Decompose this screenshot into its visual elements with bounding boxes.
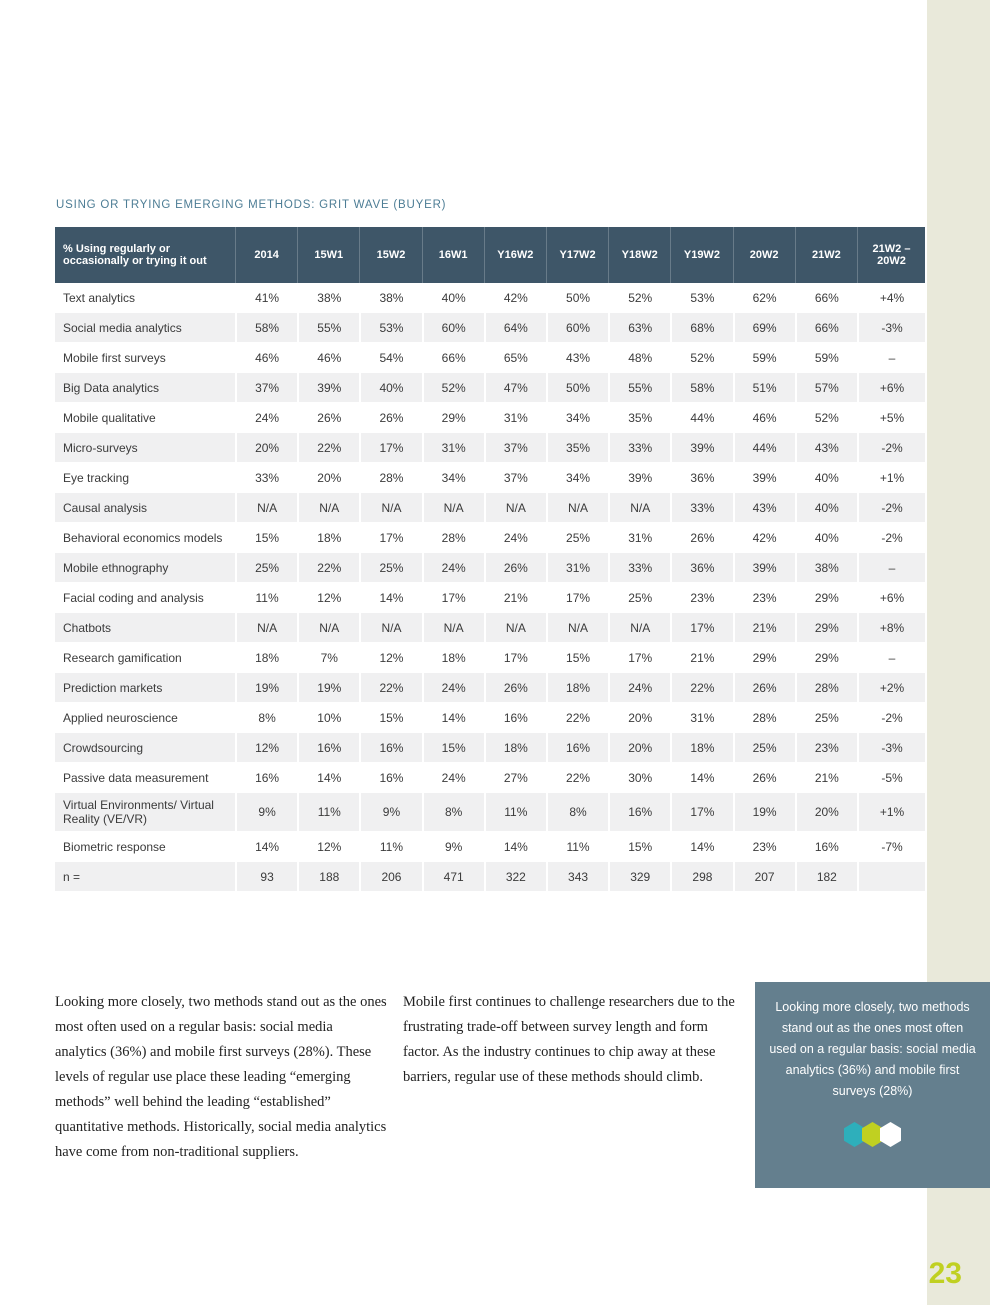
table-cell: 44% (733, 433, 795, 463)
table-cell: 25% (546, 523, 608, 553)
table-row-label: Biometric response (55, 832, 235, 862)
table-cell: 20% (235, 433, 297, 463)
table-cell: 21% (733, 613, 795, 643)
table-cell: 43% (795, 433, 857, 463)
table-cell: 28% (359, 463, 421, 493)
table-header-cell: 21W2 (795, 227, 857, 283)
table-row-label: Mobile first surveys (55, 343, 235, 373)
table-cell: 31% (422, 433, 484, 463)
table-cell: 58% (235, 313, 297, 343)
table-cell: 40% (795, 463, 857, 493)
table-cell: +5% (857, 403, 925, 433)
table-row (55, 703, 925, 733)
table-row-label: Mobile qualitative (55, 403, 235, 433)
table-row (55, 313, 925, 343)
table-header-cell: Y19W2 (670, 227, 732, 283)
table-cell: 34% (422, 463, 484, 493)
callout-text: Looking more closely, two methods stand out as the ones most often used on a regular basis: social media analytics (36%) and mobile first surveys (28%) (769, 1000, 976, 1098)
table-cell: 66% (795, 313, 857, 343)
hexagon-teal-icon (844, 1122, 865, 1147)
callout-box (755, 982, 990, 1188)
table-cell: 28% (795, 673, 857, 703)
table-cell: 38% (795, 553, 857, 583)
table-cell: 18% (546, 673, 608, 703)
table-cell: 22% (297, 553, 359, 583)
table-row-label: Behavioral economics models (55, 523, 235, 553)
table-cell: 28% (422, 523, 484, 553)
table-cell: 18% (422, 643, 484, 673)
table-cell: 11% (484, 793, 546, 832)
table-cell: – (857, 343, 925, 373)
table-cell: 12% (235, 733, 297, 763)
table-cell: 50% (546, 373, 608, 403)
table-header-cell: 20W2 (733, 227, 795, 283)
table-cell: 44% (670, 403, 732, 433)
table-cell: N/A (608, 493, 670, 523)
table-cell: N/A (484, 613, 546, 643)
table-cell: 43% (546, 343, 608, 373)
table-cell: 30% (608, 763, 670, 793)
table-cell: 33% (235, 463, 297, 493)
table-cell: 29% (795, 613, 857, 643)
table-cell: N/A (546, 493, 608, 523)
table-cell: 17% (484, 643, 546, 673)
table-cell: 38% (359, 283, 421, 313)
table-cell: 17% (359, 433, 421, 463)
table-cell: N/A (608, 613, 670, 643)
table-cell: 182 (795, 862, 857, 892)
table-cell: N/A (359, 613, 421, 643)
table-cell: 39% (297, 373, 359, 403)
table-cell: 23% (733, 583, 795, 613)
table-cell: 23% (733, 832, 795, 862)
table-cell: 52% (422, 373, 484, 403)
table-head (55, 227, 925, 283)
table-row (55, 763, 925, 793)
table-cell: 16% (359, 733, 421, 763)
table-cell: 59% (795, 343, 857, 373)
table-cell: 54% (359, 343, 421, 373)
table-cell: 188 (297, 862, 359, 892)
table-header-cell: Y17W2 (546, 227, 608, 283)
table-cell: 55% (297, 313, 359, 343)
table-cell: 50% (546, 283, 608, 313)
table-cell: 20% (297, 463, 359, 493)
table-cell: -2% (857, 433, 925, 463)
table-cell: 28% (733, 703, 795, 733)
table-cell: +6% (857, 373, 925, 403)
table-cell: 18% (297, 523, 359, 553)
table-cell: 16% (795, 832, 857, 862)
table-cell: 14% (297, 763, 359, 793)
table-cell: 33% (670, 493, 732, 523)
hexagon-logo (769, 1122, 976, 1147)
table-cell: 40% (422, 283, 484, 313)
table-cell: 53% (670, 283, 732, 313)
table-cell: 11% (297, 793, 359, 832)
table-cell: 329 (608, 862, 670, 892)
table-cell: 19% (733, 793, 795, 832)
table-cell: 57% (795, 373, 857, 403)
section-heading: USING OR TRYING EMERGING METHODS: GRIT WAVE (BUYER) (56, 199, 447, 211)
table-cell: 16% (546, 733, 608, 763)
table-cell: 322 (484, 862, 546, 892)
table-cell: 27% (484, 763, 546, 793)
table-cell: 15% (359, 703, 421, 733)
table-cell: 26% (359, 403, 421, 433)
table-cell: 36% (670, 463, 732, 493)
table-row (55, 523, 925, 553)
table-cell: 22% (359, 673, 421, 703)
table-row-label: n = (55, 862, 235, 892)
table-row (55, 343, 925, 373)
table-cell: 17% (670, 613, 732, 643)
table-cell: -3% (857, 313, 925, 343)
table-row-label: Micro-surveys (55, 433, 235, 463)
table-header-cell: 15W2 (359, 227, 421, 283)
table-cell: 26% (484, 553, 546, 583)
table-cell: 31% (608, 523, 670, 553)
table-row (55, 403, 925, 433)
table-cell: 66% (795, 283, 857, 313)
table-cell: 11% (359, 832, 421, 862)
table-cell: 24% (235, 403, 297, 433)
table-cell: 37% (235, 373, 297, 403)
table-cell: 23% (670, 583, 732, 613)
table-cell: 29% (795, 643, 857, 673)
table-row-label: Facial coding and analysis (55, 583, 235, 613)
table-cell: +4% (857, 283, 925, 313)
table-row-label: Virtual Environments/ Virtual Reality (VE/VR) (55, 793, 235, 832)
table-cell: 24% (484, 523, 546, 553)
table-cell: 46% (235, 343, 297, 373)
table-cell: -5% (857, 763, 925, 793)
table-cell: 12% (297, 583, 359, 613)
table-cell: 26% (484, 673, 546, 703)
table-cell: 17% (546, 583, 608, 613)
table-cell: 17% (422, 583, 484, 613)
table-body (55, 283, 925, 892)
table-row (55, 862, 925, 892)
table-cell: 16% (484, 703, 546, 733)
table-cell: 15% (608, 832, 670, 862)
table-cell: 34% (546, 463, 608, 493)
table-cell: -2% (857, 523, 925, 553)
table-cell: +1% (857, 463, 925, 493)
table-cell: 52% (608, 283, 670, 313)
table-row-label: Chatbots (55, 613, 235, 643)
table-cell: -2% (857, 493, 925, 523)
table-cell: 17% (359, 523, 421, 553)
table-cell: 7% (297, 643, 359, 673)
table-cell: N/A (297, 493, 359, 523)
table-cell: 31% (484, 403, 546, 433)
table-cell: 16% (235, 763, 297, 793)
table-cell: N/A (235, 493, 297, 523)
table-cell: 41% (235, 283, 297, 313)
table-cell: +1% (857, 793, 925, 832)
table-cell: 207 (733, 862, 795, 892)
table-cell: 31% (670, 703, 732, 733)
table-cell: 18% (484, 733, 546, 763)
hexagon-white-icon (880, 1122, 901, 1147)
table-header-label: % Using regularly or occasionally or trying it out (55, 227, 235, 283)
table-cell: 26% (733, 673, 795, 703)
table-row-label: Text analytics (55, 283, 235, 313)
table-cell: 36% (670, 553, 732, 583)
table-cell: 14% (235, 832, 297, 862)
table-cell: 22% (670, 673, 732, 703)
table-cell: 51% (733, 373, 795, 403)
table-cell: 343 (546, 862, 608, 892)
table-cell: 68% (670, 313, 732, 343)
table-cell: 18% (670, 733, 732, 763)
table-cell: +8% (857, 613, 925, 643)
table-cell: 26% (733, 763, 795, 793)
table-cell: 93 (235, 862, 297, 892)
table-cell: N/A (484, 493, 546, 523)
table-cell: 38% (297, 283, 359, 313)
table-row (55, 373, 925, 403)
table-cell: 17% (608, 643, 670, 673)
table-cell: 65% (484, 343, 546, 373)
table-row (55, 673, 925, 703)
table-row (55, 433, 925, 463)
table-row (55, 493, 925, 523)
table-cell: 25% (235, 553, 297, 583)
table-cell: 24% (608, 673, 670, 703)
table-cell: 42% (484, 283, 546, 313)
table-cell: 22% (297, 433, 359, 463)
table-cell: 39% (608, 463, 670, 493)
table-row (55, 463, 925, 493)
table-row (55, 283, 925, 313)
table-header-cell: 16W1 (422, 227, 484, 283)
table-cell: 10% (297, 703, 359, 733)
table-cell: 19% (235, 673, 297, 703)
table-row-label: Crowdsourcing (55, 733, 235, 763)
table-cell: +2% (857, 673, 925, 703)
hexagon-lime-icon (862, 1122, 883, 1147)
table-cell: 22% (546, 763, 608, 793)
table-cell: 14% (484, 832, 546, 862)
table-cell: 35% (546, 433, 608, 463)
table-cell: 15% (546, 643, 608, 673)
body-paragraph-middle: Mobile first continues to challenge researchers due to the frustrating trade-off between survey length and form factor. As the industry continues to chip away at these barriers, regular use of these methods should climb. (403, 994, 735, 1085)
table-row (55, 583, 925, 613)
table-cell: 52% (795, 403, 857, 433)
emerging-methods-table (55, 227, 925, 892)
table-header-cell: 15W1 (297, 227, 359, 283)
table-cell: 8% (235, 703, 297, 733)
table-row-label: Causal analysis (55, 493, 235, 523)
table-cell: 42% (733, 523, 795, 553)
table-row-label: Big Data analytics (55, 373, 235, 403)
table-cell: 14% (422, 703, 484, 733)
table-cell: 58% (670, 373, 732, 403)
table-cell (857, 862, 925, 892)
table-cell: 29% (733, 643, 795, 673)
table-cell: N/A (422, 613, 484, 643)
table-cell: 8% (546, 793, 608, 832)
table-header-row (55, 227, 925, 283)
table-cell: 40% (795, 493, 857, 523)
table-header-cell: Y18W2 (608, 227, 670, 283)
table-cell: 19% (297, 673, 359, 703)
table-cell: 63% (608, 313, 670, 343)
table-cell: 471 (422, 862, 484, 892)
table-cell: 69% (733, 313, 795, 343)
table-cell: 33% (608, 553, 670, 583)
table-cell: 25% (608, 583, 670, 613)
table-cell: 39% (670, 433, 732, 463)
table-cell: 60% (546, 313, 608, 343)
table-cell: 40% (795, 523, 857, 553)
table-cell: 35% (608, 403, 670, 433)
table-row-label: Passive data measurement (55, 763, 235, 793)
table-cell: 18% (235, 643, 297, 673)
table-cell: N/A (359, 493, 421, 523)
table-cell: 14% (670, 763, 732, 793)
table-cell: 26% (670, 523, 732, 553)
table-cell: 15% (235, 523, 297, 553)
table-cell: N/A (235, 613, 297, 643)
table-cell: 60% (422, 313, 484, 343)
table-cell: – (857, 643, 925, 673)
table-cell: N/A (546, 613, 608, 643)
page-number: 23 (928, 1257, 962, 1290)
table-cell: 21% (670, 643, 732, 673)
table-cell: 24% (422, 553, 484, 583)
table-cell: 14% (359, 583, 421, 613)
table-row (55, 613, 925, 643)
table-cell: 20% (795, 793, 857, 832)
table-cell: 12% (359, 643, 421, 673)
table-cell: 29% (795, 583, 857, 613)
table-cell: 47% (484, 373, 546, 403)
table-row-label: Research gamification (55, 643, 235, 673)
table-cell: 25% (733, 733, 795, 763)
table-row (55, 553, 925, 583)
table-cell: 21% (484, 583, 546, 613)
table-cell: 26% (297, 403, 359, 433)
table-cell: -2% (857, 703, 925, 733)
table-cell: 23% (795, 733, 857, 763)
table-header-cell: 2014 (235, 227, 297, 283)
table-cell: 29% (422, 403, 484, 433)
table-cell: 46% (297, 343, 359, 373)
table-cell: 20% (608, 733, 670, 763)
table-cell: 62% (733, 283, 795, 313)
table-cell: 17% (670, 793, 732, 832)
table-cell: 55% (608, 373, 670, 403)
table-cell: 66% (422, 343, 484, 373)
table-row (55, 733, 925, 763)
table-row-label: Mobile ethnography (55, 553, 235, 583)
body-paragraph-left: Looking more closely, two methods stand out as the ones most often used on a regular basis: social media analytics (36%) and mobile first surveys (28%). These levels of regular use place these leading “emerging methods” well behind the leading “established” quantitative methods. Historically, social media analytics have come from non-traditional suppliers. (55, 994, 387, 1160)
table-cell: 16% (608, 793, 670, 832)
table-cell: 24% (422, 763, 484, 793)
table-cell: 34% (546, 403, 608, 433)
table-header-cell: Y16W2 (484, 227, 546, 283)
table-cell: 46% (733, 403, 795, 433)
table-cell: 39% (733, 463, 795, 493)
table-cell: +6% (857, 583, 925, 613)
table-cell: 53% (359, 313, 421, 343)
table-row-label: Applied neuroscience (55, 703, 235, 733)
table-cell: 52% (670, 343, 732, 373)
table-cell: 64% (484, 313, 546, 343)
table-cell: 11% (546, 832, 608, 862)
table-cell: – (857, 553, 925, 583)
table-cell: 9% (422, 832, 484, 862)
table-cell: 20% (608, 703, 670, 733)
table-cell: 25% (795, 703, 857, 733)
table-cell: 22% (546, 703, 608, 733)
table-cell: 11% (235, 583, 297, 613)
table-row (55, 793, 925, 832)
table-row-label: Prediction markets (55, 673, 235, 703)
table-cell: 8% (422, 793, 484, 832)
table-row-label: Social media analytics (55, 313, 235, 343)
table-cell: 9% (359, 793, 421, 832)
table-cell: 39% (733, 553, 795, 583)
table-cell: 37% (484, 433, 546, 463)
table-cell: 33% (608, 433, 670, 463)
table-cell: N/A (422, 493, 484, 523)
table-cell: 9% (235, 793, 297, 832)
table-cell: 298 (670, 862, 732, 892)
table-row (55, 643, 925, 673)
table-cell: N/A (297, 613, 359, 643)
table-cell: 21% (795, 763, 857, 793)
table-cell: 43% (733, 493, 795, 523)
table-cell: 40% (359, 373, 421, 403)
table-cell: -7% (857, 832, 925, 862)
table-cell: 14% (670, 832, 732, 862)
table-cell: 24% (422, 673, 484, 703)
table-row (55, 832, 925, 862)
table-cell: 206 (359, 862, 421, 892)
table-header-cell: 21W2 – 20W2 (857, 227, 925, 283)
table-cell: 25% (359, 553, 421, 583)
table-cell: 16% (359, 763, 421, 793)
table-cell: -3% (857, 733, 925, 763)
table-cell: 59% (733, 343, 795, 373)
table-cell: 15% (422, 733, 484, 763)
table-cell: 31% (546, 553, 608, 583)
table-cell: 12% (297, 832, 359, 862)
table-cell: 16% (297, 733, 359, 763)
table-cell: 48% (608, 343, 670, 373)
table-cell: 37% (484, 463, 546, 493)
table-row-label: Eye tracking (55, 463, 235, 493)
